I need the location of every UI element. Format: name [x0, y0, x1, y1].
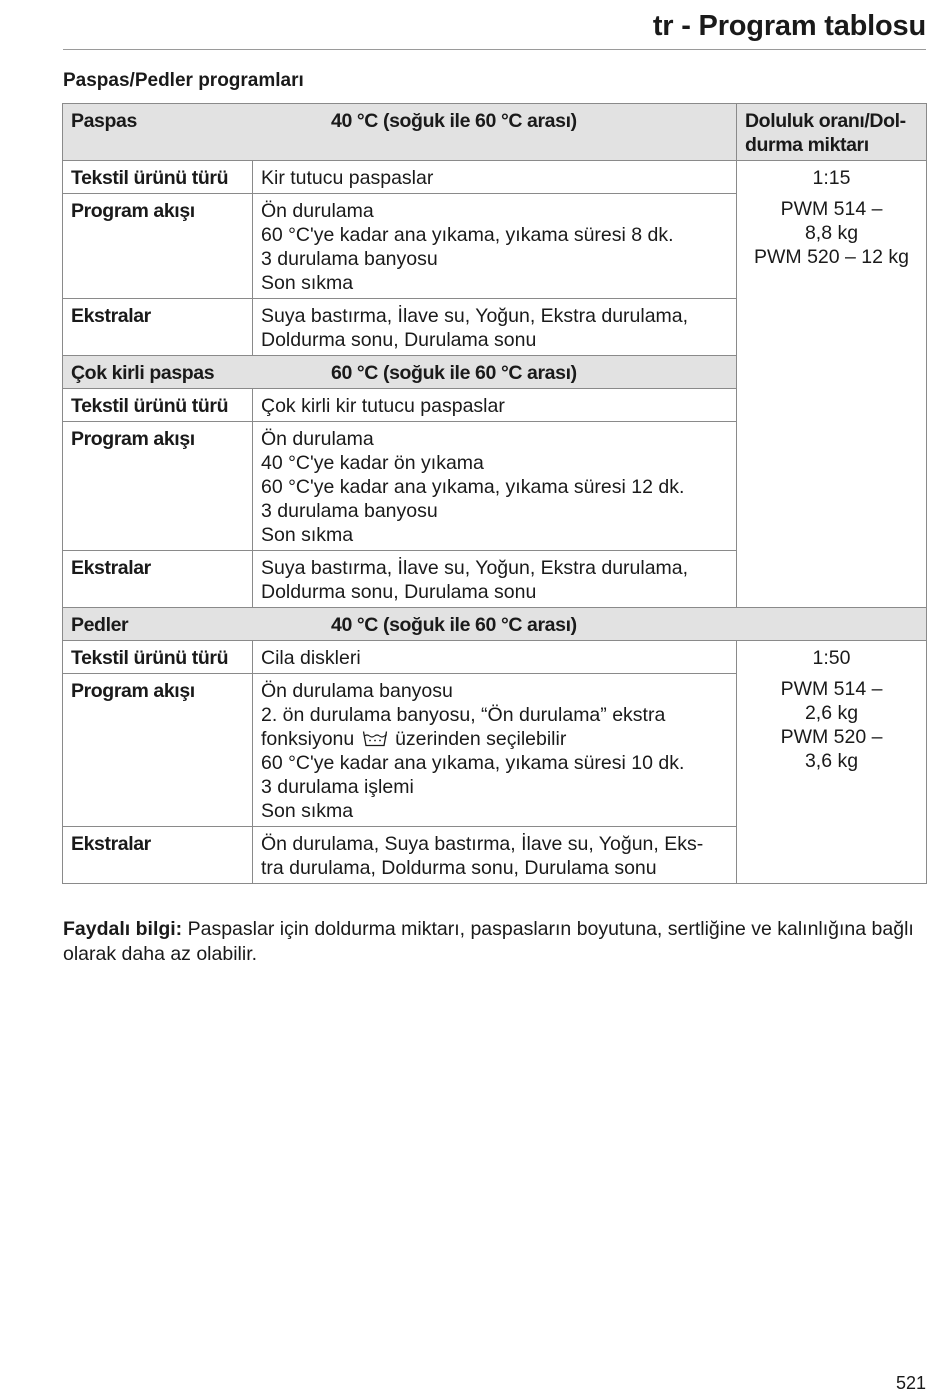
row-value: [253, 551, 737, 608]
row-value-line: Son sıkma: [261, 272, 354, 294]
load-cell-pads: [737, 641, 927, 884]
row-value-line: 3 durulama banyosu: [261, 500, 438, 522]
group-name: Paspas: [71, 110, 137, 132]
row-value-line: Doldurma sonu, Durulama sonu: [261, 581, 537, 603]
row-value-line: [261, 727, 728, 751]
group-header-pads: [63, 608, 927, 641]
row-value: [253, 422, 737, 551]
row-value-line: Ön durulama, Suya bastırma, İlave su, Yoğun, Eks-: [261, 833, 704, 855]
prewash-tub-icon: [362, 730, 388, 747]
row-label: Ekstralar: [63, 551, 253, 608]
group-header-cell: [63, 356, 737, 389]
row-value-line: Son sıkma: [261, 524, 354, 546]
row-label: Program akışı: [63, 674, 253, 827]
row-value-line: Çok kirli kir tutucu paspaslar: [261, 395, 505, 417]
load-ratio: 1:50: [812, 647, 851, 669]
row-label: Program akışı: [63, 194, 253, 299]
tip-note: [63, 917, 933, 967]
program-table: [62, 103, 927, 884]
page-number: 521: [895, 1373, 926, 1393]
row-value: [253, 299, 737, 356]
row-value-line: 3 durulama işlemi: [261, 776, 414, 798]
row-label: Tekstil ürünü türü: [63, 389, 253, 422]
load-cell-mats: [737, 161, 927, 608]
row-value-line: Suya bastırma, İlave su, Yoğun, Ekstra durulama,: [261, 557, 689, 579]
row-label: Tekstil ürünü türü: [63, 641, 253, 674]
tip-label: Faydalı bilgi:: [63, 918, 183, 940]
load-amounts: PWM 514 – 2,6 kg PWM 520 – 3,6 kg: [780, 678, 883, 772]
load-header: [737, 104, 927, 161]
group-header-cell: [63, 608, 927, 641]
row-value-line: 2. ön durulama banyosu, “Ön durulama” ekstra: [261, 704, 666, 726]
tip-text: Paspaslar için doldurma miktarı, paspasların boyutuna, sertliğine ve kalınlığına bağlı olarak daha az olabilir.: [63, 918, 914, 965]
section-title: Paspas/Pedler programları: [63, 70, 304, 91]
table-row: [63, 641, 927, 674]
row-value: [253, 194, 737, 299]
row-value-text: fonksiyonu: [261, 728, 355, 750]
row-value-line: 3 durulama banyosu: [261, 248, 438, 270]
row-value-line: Cila diskleri: [261, 647, 361, 669]
row-label: Program akışı: [63, 422, 253, 551]
group-header-paspas: [63, 104, 927, 161]
row-value: [253, 389, 737, 422]
row-value: [253, 827, 737, 884]
row-value-line: 40 °C'ye kadar ön yıkama: [261, 452, 484, 474]
page-header-title: tr - Program tablosu: [652, 10, 926, 42]
group-temperature: 40 °C (soğuk ile 60 °C arası): [331, 614, 577, 636]
row-value-text: üzerinden seçilebilir: [395, 728, 567, 750]
row-value-line: Son sıkma: [261, 800, 354, 822]
row-value-line: tra durulama, Doldurma sonu, Durulama sonu: [261, 857, 657, 879]
group-name: Çok kirli paspas: [71, 362, 215, 384]
row-value-line: Kir tutucu paspaslar: [261, 167, 434, 189]
group-temperature: 60 °C (soğuk ile 60 °C arası): [331, 362, 577, 384]
row-value-line: Suya bastırma, İlave su, Yoğun, Ekstra durulama,: [261, 305, 689, 327]
row-value-line: 60 °C'ye kadar ana yıkama, yıkama süresi 10 dk.: [261, 752, 685, 774]
row-value-line: 60 °C'ye kadar ana yıkama, yıkama süresi 12 dk.: [261, 476, 685, 498]
row-label: Tekstil ürünü türü: [63, 161, 253, 194]
row-value-line: Ön durulama: [261, 200, 374, 222]
load-header-label: Doluluk oranı/Dol- durma miktarı: [745, 110, 906, 156]
row-label: Ekstralar: [63, 299, 253, 356]
group-header-cell: [63, 104, 737, 161]
load-ratio: 1:15: [812, 167, 851, 189]
row-value-line: 60 °C'ye kadar ana yıkama, yıkama süresi 8 dk.: [261, 224, 674, 246]
table-row: [63, 161, 927, 194]
row-value-line: Ön durulama banyosu: [261, 680, 453, 702]
row-value: [253, 161, 737, 194]
group-temperature: 40 °C (soğuk ile 60 °C arası): [331, 110, 577, 132]
load-amounts: PWM 514 – 8,8 kg PWM 520 – 12 kg: [754, 198, 909, 268]
header-divider: [63, 49, 926, 50]
row-label: Ekstralar: [63, 827, 253, 884]
row-value: [253, 641, 737, 674]
row-value: [253, 674, 737, 827]
row-value-line: Ön durulama: [261, 428, 374, 450]
row-value-line: Doldurma sonu, Durulama sonu: [261, 329, 537, 351]
group-name: Pedler: [71, 614, 129, 636]
